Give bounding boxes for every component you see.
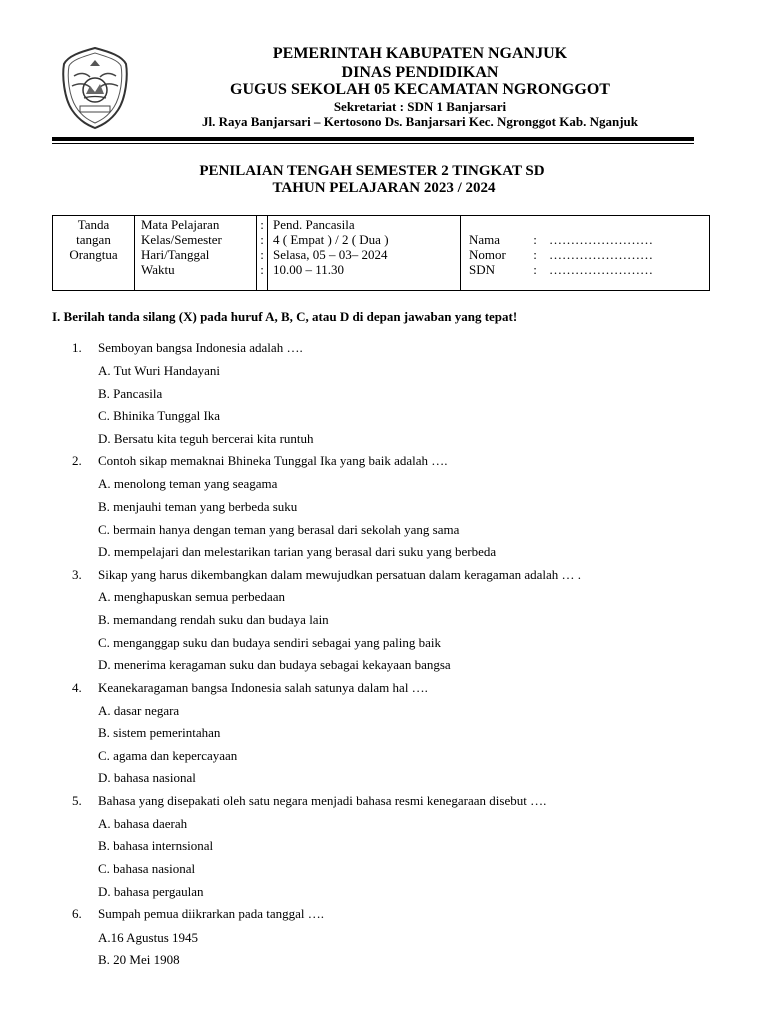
info-divider [256,216,257,290]
answer-option: C. bahasa nasional [98,861,196,876]
number-blank: …………………… [549,247,653,262]
question [72,906,324,922]
subject-label: Mata Pelajaran [141,217,220,232]
answer-option: B. 20 Mei 1908 [98,952,180,967]
answer-option: C. bermain hanya dengan teman yang berasal dari sekolah yang sama [98,522,460,537]
answer-option: B. menjauhi teman yang berbeda suku [98,499,298,514]
letterhead-address: Jl. Raya Banjarsari – Kertosono Ds. Banjarsari Kec. Ngronggot Kab. Nganjuk [202,114,638,129]
colon: : [260,247,264,262]
answer-option: B. bahasa internsional [98,838,214,853]
question-number: 1. [72,340,82,355]
colon: : [260,232,264,247]
question [72,793,546,809]
subject-value: Pend. Pancasila [273,217,355,232]
info-divider [460,216,461,290]
school-blank: …………………… [549,262,653,277]
school-label: SDN [469,262,496,277]
answer-option: C. menganggap suku dan budaya sendiri sebagai yang paling baik [98,635,441,650]
answer-option: D. menerima keragaman suku dan budaya sebagai kekayaan bangsa [98,657,451,672]
student-labels [469,232,506,277]
colon: : [533,262,537,277]
parent-signature-label [53,217,134,262]
letterhead-agency: DINAS PENDIDIKAN [341,64,499,81]
answer-option: A. Tut Wuri Handayani [98,363,221,378]
exam-year: TAHUN PELAJARAN 2023 / 2024 [272,180,496,196]
question-text: Sikap yang harus dikembangkan dalam mewujudkan persatuan dalam keragaman adalah … . [98,567,582,582]
signature-label-line: tangan [76,232,111,247]
letterhead-secretariat: Sekretariat : SDN 1 Banjarsari [333,99,507,114]
answer-option: A. menolong teman yang seagama [98,476,278,491]
question-text: Contoh sikap memaknai Bhineka Tunggal Ika yang baik adalah …. [98,453,448,468]
answer-option: C. Bhinika Tunggal Ika [98,408,221,423]
question-text: Sumpah pemua diikrarkan pada tanggal …. [98,906,324,921]
colon: : [533,247,537,262]
number-label: Nomor [469,247,506,262]
class-semester-value: 4 ( Empat ) / 2 ( Dua ) [273,232,389,247]
answer-option: A. menghapuskan semua perbedaan [98,589,285,604]
question [72,680,428,696]
colon: : [260,217,264,232]
letterhead-school-cluster: GUGUS SEKOLAH 05 KECAMATAN NGRONGGOT [230,81,610,98]
header-divider-thin [52,143,694,144]
question-number: 5. [72,793,82,808]
header-divider-thick [52,137,694,141]
class-semester-label: Kelas/Semester [141,232,222,247]
exam-title: PENILAIAN TENGAH SEMESTER 2 TINGKAT SD [199,163,545,179]
letterhead-government: PEMERINTAH KABUPATEN NGANJUK [272,45,568,62]
field-labels [141,217,222,277]
answer-option: A. bahasa daerah [98,816,188,831]
colon: : [260,262,264,277]
answer-option: B. memandang rendah suku dan budaya lain [98,612,329,627]
question-number: 6. [72,906,82,921]
answer-option: D. mempelajari dan melestarikan tarian yang berasal dari suku yang berbeda [98,544,497,559]
colon: : [533,232,537,247]
question-number: 2. [72,453,82,468]
question [72,340,303,356]
day-date-label: Hari/Tanggal [141,247,210,262]
student-colons [531,232,539,277]
time-label: Waktu [141,262,175,277]
question-text: Semboyan bangsa Indonesia adalah …. [98,340,303,355]
regency-emblem-logo [60,46,130,130]
signature-label-line: Orangtua [69,247,118,262]
field-values [273,217,389,277]
question-text: Keanekaragaman bangsa Indonesia salah satunya dalam hal …. [98,680,428,695]
answer-option: D. bahasa nasional [98,770,196,785]
instruction-text: I. Berilah tanda silang (X) pada huruf A, B, C, atau D di depan jawaban yang tepat! [52,309,518,324]
answer-option: A.16 Agustus 1945 [98,930,199,945]
field-colons [258,217,266,277]
question [72,453,448,469]
answer-option: A. dasar negara [98,703,180,718]
question [72,567,581,583]
student-blanks [549,232,653,277]
signature-label-line: Tanda [77,217,110,232]
time-value: 10.00 – 11.30 [273,262,345,277]
day-date-value: Selasa, 05 – 03– 2024 [273,247,388,262]
name-blank: …………………… [549,232,653,247]
question-number: 4. [72,680,82,695]
question-text: Bahasa yang disepakati oleh satu negara menjadi bahasa resmi kenegaraan disebut …. [98,793,547,808]
answer-option: B. Pancasila [98,386,163,401]
answer-option: D. Bersatu kita teguh bercerai kita runtuh [98,431,314,446]
question-number: 3. [72,567,82,582]
name-label: Nama [469,232,501,247]
answer-option: B. sistem pemerintahan [98,725,221,740]
exam-info-table [52,215,710,291]
info-divider [267,216,268,290]
info-divider [134,216,135,290]
answer-option: C. agama dan kepercayaan [98,748,238,763]
answer-option: D. bahasa pergaulan [98,884,204,899]
